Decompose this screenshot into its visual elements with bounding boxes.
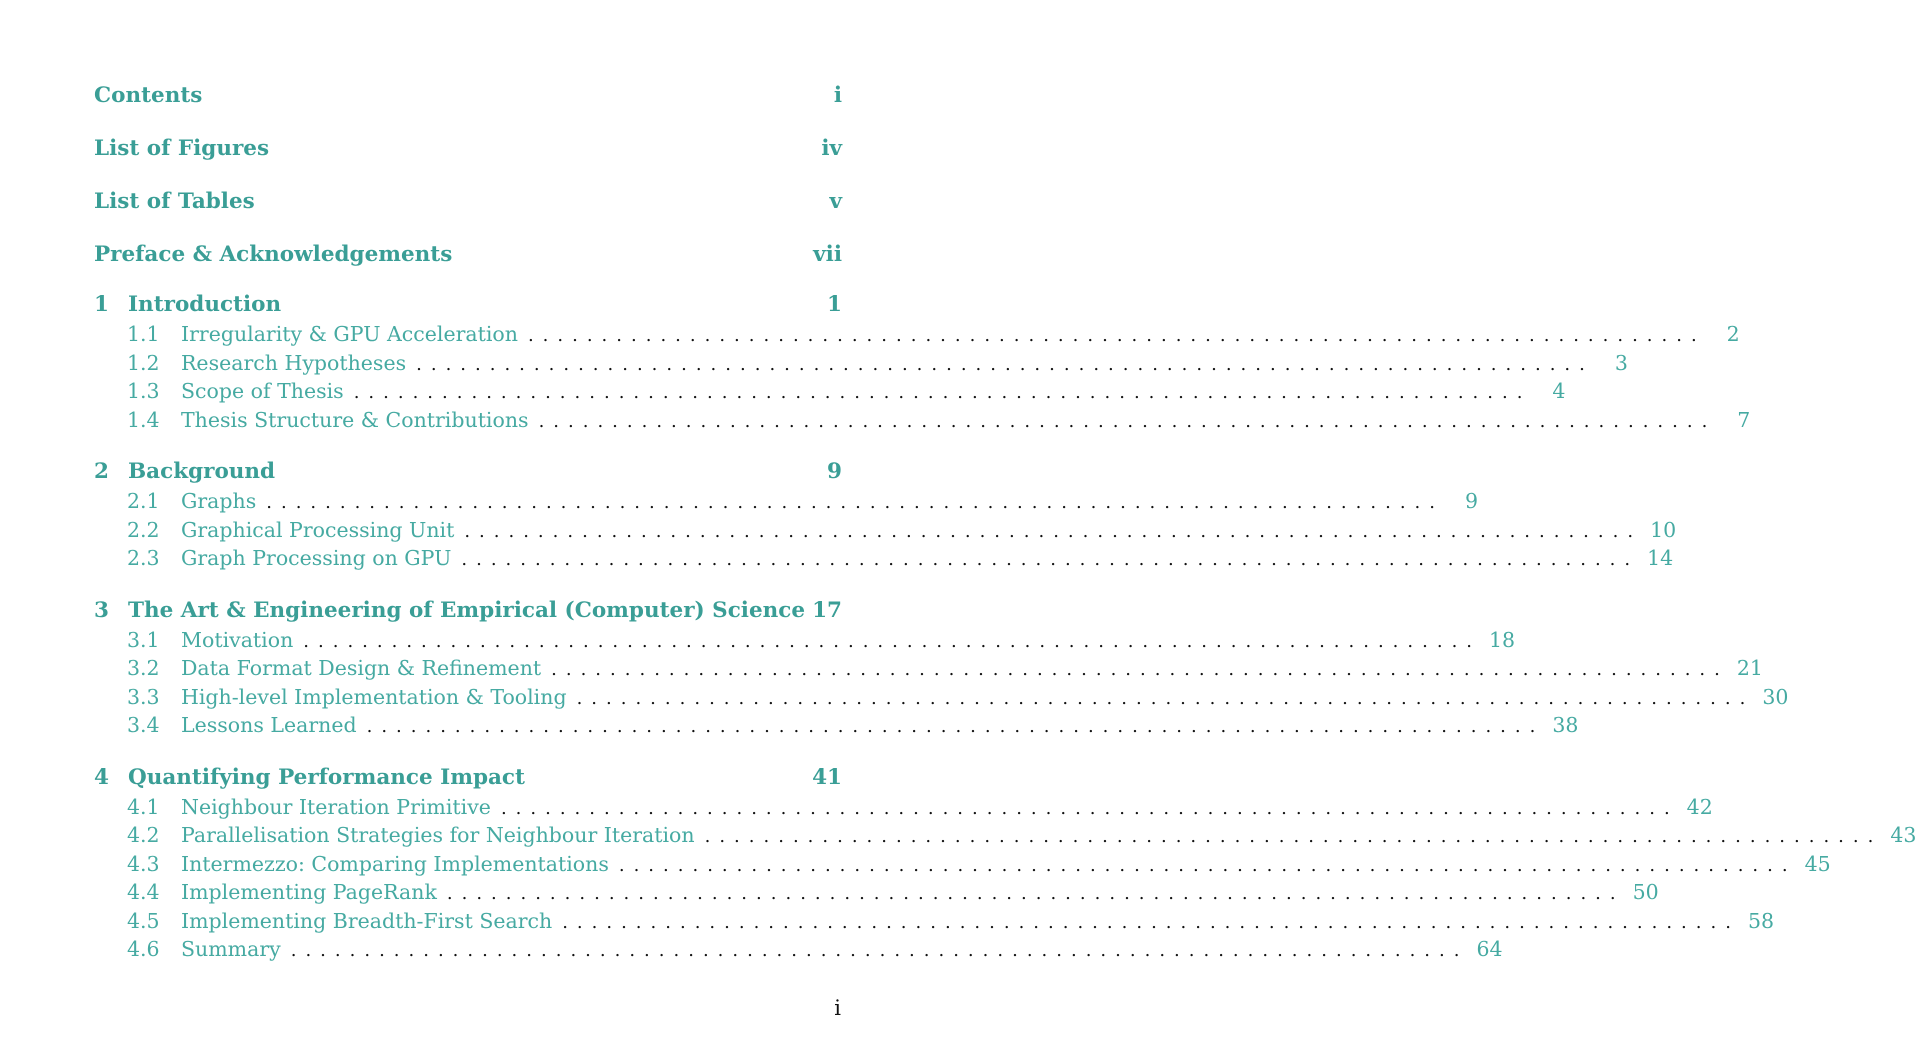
section-page: 45 bbox=[1804, 851, 1831, 876]
chapter-title: Background bbox=[128, 459, 276, 484]
toc-section[interactable] bbox=[94, 850, 1831, 879]
dot-leader: ................................................................................ bbox=[618, 854, 1797, 876]
dot-leader: ................................................................................ bbox=[366, 716, 1545, 737]
section-title: Implementing Breadth-First Search bbox=[181, 908, 553, 933]
toc-section[interactable] bbox=[94, 821, 1916, 850]
toc-chapter-4[interactable] bbox=[94, 763, 842, 793]
toc-section[interactable] bbox=[94, 377, 1566, 406]
toc-entry-title: List of Figures bbox=[94, 136, 270, 161]
section-number: 4.6 bbox=[127, 937, 160, 961]
section-title: Intermezzo: Comparing Implementations bbox=[181, 851, 609, 876]
dot-leader: ................................................................................ bbox=[461, 549, 1640, 570]
section-title: Data Format Design & Refinement bbox=[181, 656, 542, 680]
section-number: 4.2 bbox=[127, 823, 160, 847]
section-number: 2.3 bbox=[127, 546, 160, 570]
toc-section[interactable] bbox=[94, 793, 1713, 822]
chapter-title: Introduction bbox=[128, 292, 282, 317]
section-title: Thesis Structure & Contributions bbox=[181, 407, 529, 432]
section-page: 38 bbox=[1552, 713, 1579, 737]
chapter-number: 1 bbox=[94, 292, 109, 317]
section-number: 4.4 bbox=[127, 880, 160, 904]
section-title: Graph Processing on GPU bbox=[181, 546, 452, 570]
table-of-contents bbox=[94, 78, 1916, 964]
dot-leader: ................................................................................ bbox=[576, 687, 1755, 709]
section-number: 4.1 bbox=[127, 794, 160, 819]
toc-section[interactable] bbox=[94, 711, 1579, 740]
dot-leader: ................................................................................ bbox=[303, 630, 1482, 652]
dot-leader: ................................................................................ bbox=[266, 492, 1444, 513]
section-number: 3.2 bbox=[127, 656, 160, 680]
section-number: 4.3 bbox=[127, 851, 160, 876]
section-page: 43 bbox=[1890, 823, 1916, 847]
section-number: 2.1 bbox=[127, 489, 160, 513]
section-title: Graphical Processing Unit bbox=[181, 517, 455, 542]
section-title: Motivation bbox=[181, 627, 294, 652]
toc-section[interactable] bbox=[94, 626, 1516, 655]
section-title: Neighbour Iteration Primitive bbox=[181, 794, 491, 819]
toc-section[interactable] bbox=[94, 320, 1740, 349]
section-number: 1.4 bbox=[127, 407, 160, 432]
toc-entry-page: iv bbox=[821, 136, 842, 161]
toc-entry-title: Preface & Acknowledgements bbox=[94, 242, 453, 267]
toc-chapter-2[interactable] bbox=[94, 457, 842, 487]
section-number: 3.3 bbox=[127, 684, 160, 709]
toc-entry-preface[interactable] bbox=[94, 237, 842, 290]
section-number: 1.3 bbox=[127, 379, 160, 403]
toc-entry-list-of-figures[interactable] bbox=[94, 131, 842, 184]
toc-entry-contents[interactable] bbox=[94, 78, 842, 131]
toc-chapter-1[interactable] bbox=[94, 290, 842, 320]
section-title: Irregularity & GPU Acceleration bbox=[181, 322, 518, 346]
section-page: 50 bbox=[1632, 880, 1659, 904]
section-page: 2 bbox=[1726, 322, 1740, 346]
toc-entry-title: List of Tables bbox=[94, 189, 255, 214]
page-number: i bbox=[834, 996, 841, 1020]
section-page: 30 bbox=[1762, 684, 1789, 709]
dot-leader: ................................................................................ bbox=[527, 325, 1706, 346]
section-title: Research Hypotheses bbox=[181, 350, 407, 375]
toc-section[interactable] bbox=[94, 487, 1478, 516]
section-page: 64 bbox=[1476, 937, 1503, 961]
section-title: Summary bbox=[181, 937, 281, 961]
dot-leader: ................................................................................ bbox=[353, 382, 1532, 403]
section-number: 1.1 bbox=[127, 322, 160, 346]
chapter-page: 17 bbox=[812, 597, 842, 623]
section-page: 9 bbox=[1464, 489, 1478, 513]
toc-entry-page: v bbox=[829, 189, 842, 214]
dot-leader: ................................................................................ bbox=[416, 353, 1594, 375]
toc-section[interactable] bbox=[94, 907, 1775, 936]
section-page: 7 bbox=[1737, 407, 1751, 432]
section-number: 4.5 bbox=[127, 908, 160, 933]
section-page: 3 bbox=[1614, 350, 1628, 375]
section-number: 2.2 bbox=[127, 517, 160, 542]
chapter-title: Quantifying Performance Impact bbox=[128, 764, 525, 790]
section-page: 10 bbox=[1650, 517, 1677, 542]
toc-entry-page: i bbox=[833, 83, 842, 108]
dot-leader: ................................................................................ bbox=[704, 826, 1883, 847]
toc-section[interactable] bbox=[94, 878, 1659, 907]
toc-entry-title: Contents bbox=[94, 83, 203, 108]
section-number: 1.2 bbox=[127, 350, 160, 375]
toc-chapter-3[interactable] bbox=[94, 596, 842, 626]
section-number: 3.1 bbox=[127, 627, 160, 652]
chapter-number: 4 bbox=[94, 764, 109, 790]
toc-section[interactable] bbox=[94, 406, 1751, 435]
toc-section[interactable] bbox=[94, 683, 1789, 712]
toc-entry-list-of-tables[interactable] bbox=[94, 184, 842, 237]
dot-leader: ................................................................................ bbox=[446, 883, 1625, 904]
section-page: 21 bbox=[1736, 656, 1763, 680]
toc-entry-page: vii bbox=[813, 242, 842, 267]
section-title: Lessons Learned bbox=[181, 713, 357, 737]
dot-leader: ................................................................................ bbox=[464, 520, 1643, 542]
dot-leader: ................................................................................ bbox=[290, 940, 1469, 961]
section-page: 4 bbox=[1552, 379, 1566, 403]
toc-section[interactable] bbox=[94, 935, 1503, 964]
dot-leader: ................................................................................ bbox=[562, 911, 1740, 933]
toc-section[interactable] bbox=[94, 544, 1674, 573]
dot-leader: ................................................................................ bbox=[538, 410, 1717, 432]
toc-section[interactable] bbox=[94, 349, 1628, 378]
chapter-number: 3 bbox=[94, 597, 109, 623]
toc-section[interactable] bbox=[94, 654, 1763, 683]
toc-section[interactable] bbox=[94, 516, 1677, 545]
chapter-page: 41 bbox=[812, 764, 842, 790]
section-page: 14 bbox=[1647, 546, 1674, 570]
section-page: 42 bbox=[1686, 794, 1713, 819]
section-title: High-level Implementation & Tooling bbox=[181, 684, 567, 709]
section-title: Graphs bbox=[181, 489, 257, 513]
dot-leader: ................................................................................ bbox=[500, 797, 1679, 819]
section-page: 18 bbox=[1489, 627, 1516, 652]
section-title: Parallelisation Strategies for Neighbour Iteration bbox=[181, 823, 695, 847]
section-page: 58 bbox=[1747, 908, 1775, 933]
section-number: 3.4 bbox=[127, 713, 160, 737]
dot-leader: ................................................................................ bbox=[551, 659, 1729, 680]
chapter-number: 2 bbox=[94, 459, 109, 484]
section-title: Scope of Thesis bbox=[181, 379, 344, 403]
chapter-page: 1 bbox=[827, 292, 842, 317]
chapter-page: 9 bbox=[827, 459, 842, 484]
section-title: Implementing PageRank bbox=[181, 880, 437, 904]
chapter-title: The Art & Engineering of Empirical (Computer) Science bbox=[128, 597, 806, 623]
